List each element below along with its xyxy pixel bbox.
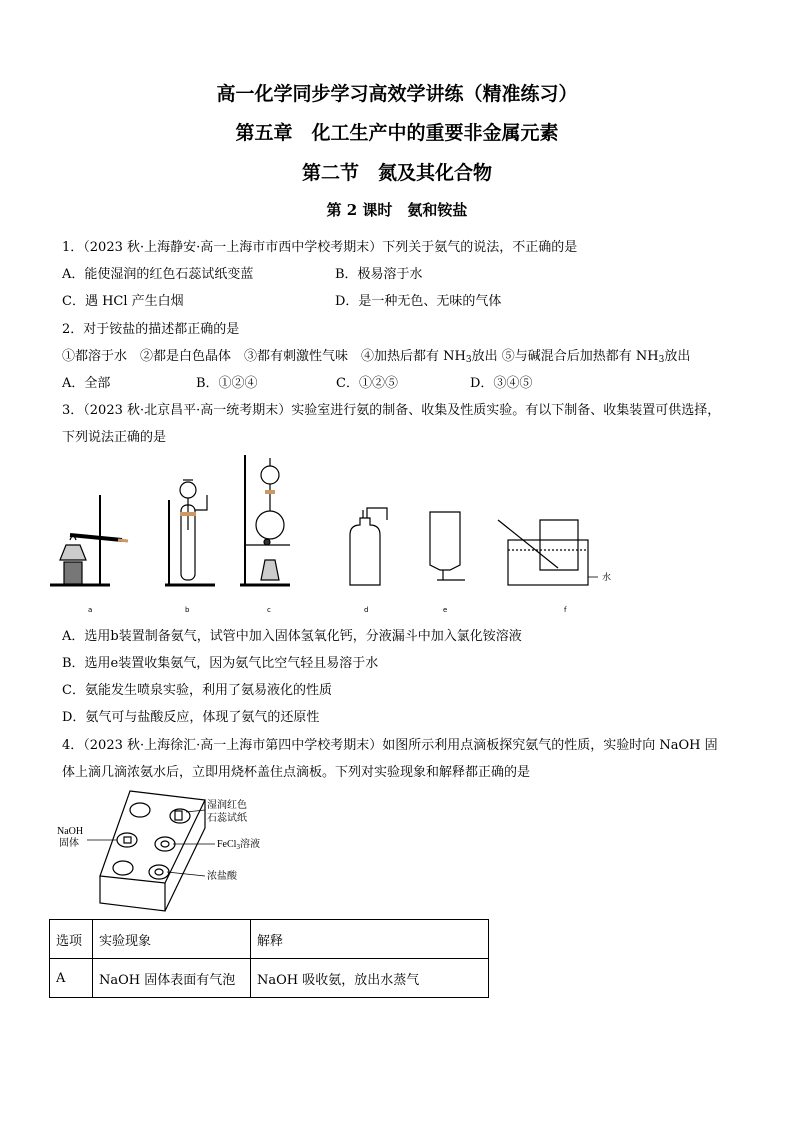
q2-option-c: C．①②⑤	[336, 376, 398, 391]
q2-option-d: D．③④⑤	[470, 376, 533, 391]
q3-option-c: C．氨能发生喷泉实验，利用了氨易液化的性质	[62, 683, 332, 698]
apparatus-b	[165, 480, 215, 585]
q1-option-d: D．是一种无色、无味的气体	[335, 294, 502, 309]
q2-statements: ①都溶于水 ②都是白色晶体 ③都有刺激性气味 ④加热后都有 $NH_3$放出 ⑤与碱混合后加热都有 $NH_3$放出	[62, 349, 691, 365]
q4-stem-line2: 体上滴几滴浓氨水后，立即用烧杯盖住点滴板。下列对实验现象和解释都正确的是	[62, 765, 531, 780]
label-d: d	[364, 606, 369, 614]
label-e: e	[443, 606, 448, 614]
label-a: a	[88, 606, 93, 614]
q3-stem-line2: 下列说法正确的是	[62, 430, 167, 445]
hcl-label: 浓盐酸	[207, 871, 237, 882]
apparatus-d	[350, 508, 387, 585]
label-f: f	[564, 606, 567, 614]
q2-option-a: A．全部	[62, 376, 111, 391]
header-phenomenon: 实验现象	[93, 920, 251, 959]
q1-option-a: A．能使湿润的红色石蕊试纸变蓝	[62, 267, 254, 282]
q2-stem: 2．对于铵盐的描述都正确的是	[62, 322, 240, 337]
q3-option-d: D．氨气可与盐酸反应，体现了氨气的还原性	[62, 710, 320, 725]
answer-table	[49, 919, 489, 998]
naoh-label-line2: 固体	[59, 838, 79, 849]
spot-plate-figure	[55, 788, 315, 913]
lesson-title: 第 2 课时 氨和铵盐	[326, 201, 468, 219]
q1-option-c: C．遇 HCl 产生白烟	[62, 294, 184, 309]
series-title: 高一化学同步学习高效学讲练（精准练习）	[216, 83, 578, 105]
cell-explanation: NaOH 吸收氨，放出水蒸气	[251, 959, 489, 998]
header-explanation: 解释	[251, 920, 489, 959]
cell-phenomenon: NaOH 固体表面有气泡	[93, 959, 251, 998]
litmus-label-line2: 石蕊试纸	[207, 813, 247, 824]
header-option: 选项	[50, 920, 93, 959]
apparatus-e	[430, 512, 465, 580]
label-c: c	[267, 606, 271, 614]
naoh-label-line1: NaOH	[57, 826, 84, 837]
apparatus-f	[498, 520, 598, 585]
cell-option: A	[50, 959, 93, 998]
water-label: 水	[602, 573, 612, 583]
litmus-label-line1: 湿润红色	[207, 800, 247, 811]
q1-option-b: B．极易溶于水	[335, 267, 423, 282]
q2-option-b: B．①②④	[196, 376, 258, 391]
table-row	[50, 959, 489, 998]
section-title: 第二节 氮及其化合物	[301, 162, 492, 184]
apparatus-a	[50, 495, 128, 585]
q4-stem-line1: 4．（2023 秋·上海徐汇·高一上海市第四中学校考期末）如图所示利用点滴板探究氨气的性质，实验时向 NaOH 固	[62, 738, 718, 753]
fecl3-label: FeCl$_3$溶液	[217, 839, 260, 851]
chapter-title: 第五章 化工生产中的重要非金属元素	[235, 122, 559, 144]
apparatus-c	[240, 455, 290, 585]
table-header-row	[50, 920, 489, 959]
apparatus-figure	[50, 450, 630, 620]
q3-stem-line1: 3．（2023 秋·北京昌平·高一统考期末）实验室进行氨的制备、收集及性质实验。有以下制备、收集装置可供选择，	[62, 403, 721, 418]
q1-stem: 1．（2023 秋·上海静安·高一上海市市西中学校考期末）下列关于氨气的说法，不正确的是	[62, 240, 578, 255]
label-b: b	[185, 606, 190, 614]
q3-option-b: B．选用e装置收集氨气，因为氨气比空气轻且易溶于水	[62, 656, 379, 671]
q3-option-a: A．选用b装置制备氨气，试管中加入固体氢氧化钙，分液漏斗中加入氯化铵溶液	[62, 629, 522, 644]
